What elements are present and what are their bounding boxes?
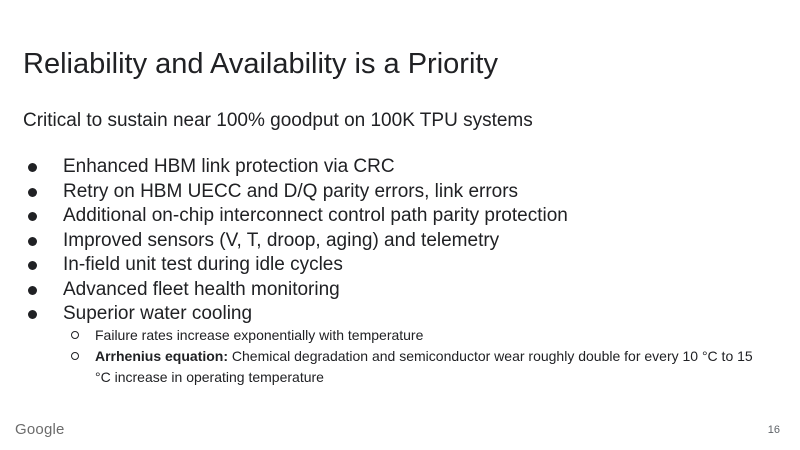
bullet-dot-icon bbox=[28, 310, 37, 319]
bullet-text: Superior water cooling bbox=[63, 303, 253, 324]
slide-subtitle: Critical to sustain near 100% goodput on 100K TPU systems bbox=[23, 110, 533, 131]
bullet-dot-icon bbox=[28, 261, 37, 270]
subbullet-list bbox=[28, 325, 767, 388]
subbullet-text: Failure rates increase exponentially with temperature bbox=[95, 327, 424, 343]
hollow-circle-bullet-icon bbox=[71, 352, 79, 360]
bullet-item bbox=[28, 180, 568, 205]
bullet-dot-icon bbox=[28, 286, 37, 295]
page-number: 16 bbox=[767, 424, 780, 436]
bullet-text: Additional on-chip interconnect control path parity protection bbox=[63, 205, 568, 226]
bullet-list bbox=[28, 155, 568, 327]
bullet-text: Enhanced HBM link protection via CRC bbox=[63, 156, 395, 177]
bullet-item bbox=[28, 229, 568, 254]
subbullet-bold-term: Arrhenius equation: bbox=[95, 348, 229, 364]
bullet-text: In-field unit test during idle cycles bbox=[63, 254, 343, 275]
bullet-text: Improved sensors (V, T, droop, aging) and telemetry bbox=[63, 229, 500, 251]
bullet-item bbox=[28, 278, 568, 303]
bullet-dot-icon bbox=[28, 188, 37, 197]
bullet-text: Advanced fleet health monitoring bbox=[63, 278, 340, 300]
bullet-item bbox=[28, 253, 568, 278]
bullet-text: Retry on HBM UECC and D/Q parity errors, link errors bbox=[63, 180, 519, 202]
bullet-item bbox=[28, 302, 568, 327]
bullet-dot-icon bbox=[28, 212, 37, 221]
subbullet-text: Chemical degradation and semiconductor wear roughly double for every 10 °C to 15 °C increase in operating temperature bbox=[95, 348, 753, 385]
slide-title: Reliability and Availability is a Priority bbox=[23, 48, 498, 80]
google-logo: Google bbox=[15, 421, 65, 438]
subbullet-item bbox=[71, 346, 767, 388]
bullet-item bbox=[28, 155, 568, 180]
bullet-item bbox=[28, 204, 568, 229]
bullet-dot-icon bbox=[28, 237, 37, 246]
bullet-dot-icon bbox=[28, 163, 37, 172]
hollow-circle-bullet-icon bbox=[71, 331, 79, 339]
subbullet-item bbox=[71, 325, 767, 346]
